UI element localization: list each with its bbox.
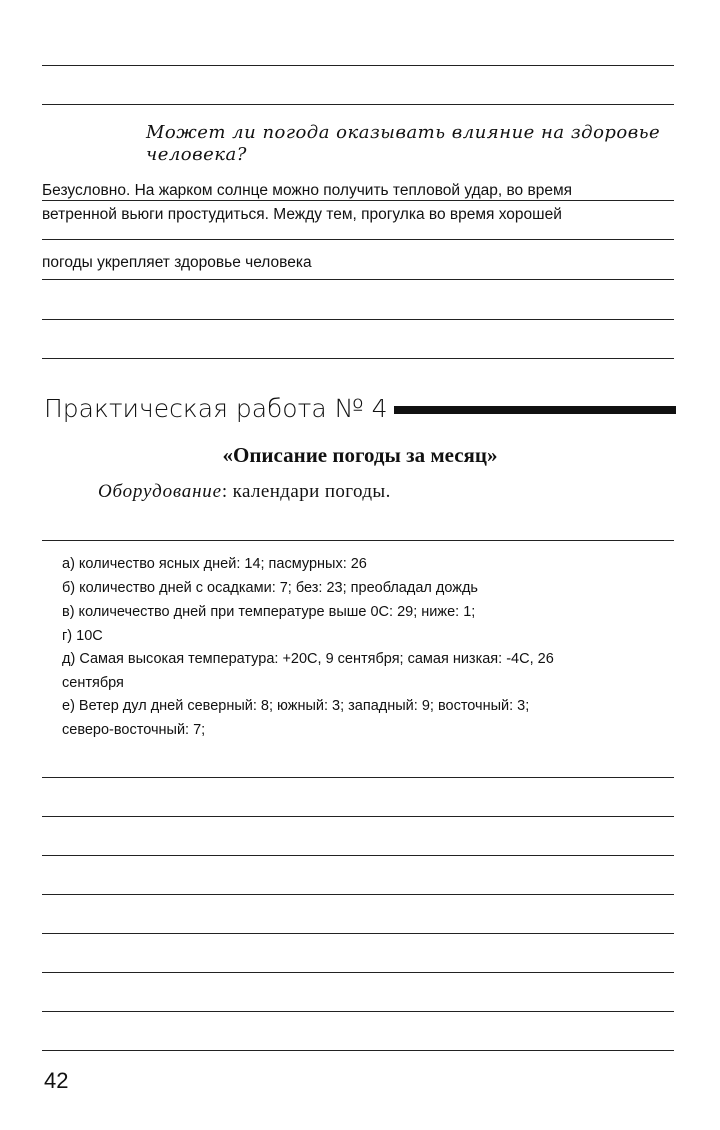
item-d: д) Самая высокая температура: +20С, 9 сентября; самая низкая: -4С, 26 [62,651,554,667]
item-e: е) Ветер дул дней северный: 8; южный: 3; западный: 9; восточный: 3; [62,698,530,714]
writing-line [42,933,674,934]
writing-line [42,777,674,778]
heading-bar [394,406,676,414]
writing-line [42,279,674,280]
writing-line [42,200,674,201]
question-line-1: Может ли погода оказывать влияние на здоровье [146,122,661,143]
item-e-cont: северо-восточный: 7; [62,722,206,738]
answer-line-1: Безусловно. На жарком солнце можно получить тепловой удар, во время [42,182,572,199]
writing-line [42,816,674,817]
writing-line [42,65,674,66]
practical-title: «Описание погоды за месяц» [222,443,498,467]
practical-heading: Практическая работа № 4 [44,394,388,423]
answer-line-3: погоды укрепляет здоровье человека [42,254,312,271]
writing-line [42,319,674,320]
writing-line [42,358,674,359]
equipment-value: : календари погоды. [221,481,391,502]
equipment [98,481,391,503]
writing-line [42,894,674,895]
writing-line [42,1050,674,1051]
item-d-cont: сентября [62,675,124,691]
question-line-2: человека? [146,144,247,165]
writing-line [42,972,674,973]
writing-line [42,855,674,856]
item-g: г) 10С [62,628,103,644]
writing-line [42,239,674,240]
writing-line [42,540,674,541]
item-a: а) количество ясных дней: 14; пасмурных: 26 [62,556,367,572]
writing-line [42,1011,674,1012]
writing-line [42,104,674,105]
equipment-label: Оборудование [98,481,222,502]
answer-line-2: ветренной вьюги простудиться. Между тем, прогулка во время хорошей [42,206,562,223]
item-v: в) количечество дней при температуре выше 0С: 29; ниже: 1; [62,604,476,620]
item-b: б) количество дней с осадками: 7; без: 23; преобладал дождь [62,580,478,596]
page-number: 42 [44,1068,69,1093]
